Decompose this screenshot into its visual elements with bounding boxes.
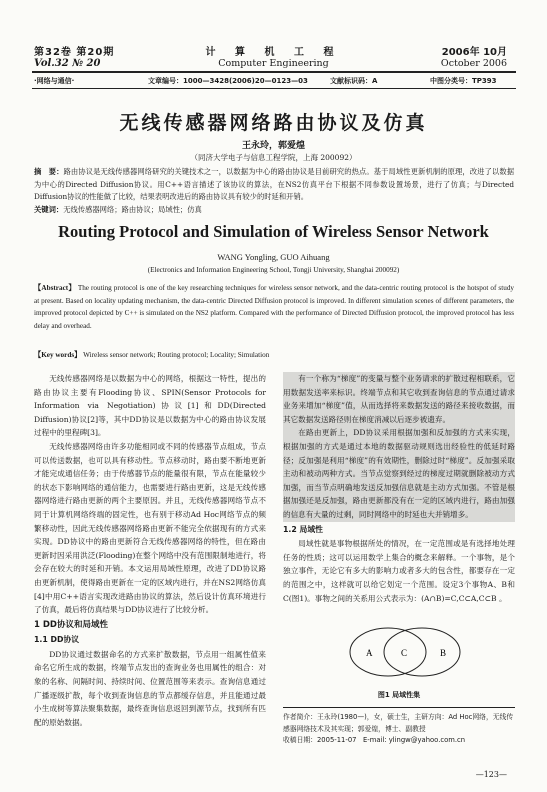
set-a-label: A [366, 648, 373, 658]
footnote [283, 712, 515, 747]
keywords-en-text: Wireless sensor network; Routing protocol; Locality; Simulation [83, 351, 270, 359]
affiliation-cn: （同济大学电子与信息工程学院，上海 200092） [190, 153, 357, 162]
body-left-column [34, 372, 266, 729]
keywords-en [34, 349, 514, 362]
journal-name-en: Computer Engineering [218, 58, 329, 69]
authors-cn: 王永玲，郭爱煌 [241, 141, 305, 151]
title-cn: 无线传感器网络路由协议及仿真 [119, 112, 428, 134]
set-b-circle [384, 628, 460, 676]
body-right-column [283, 372, 515, 605]
keywords-cn [34, 204, 514, 217]
footnote-received-date: 收稿日期：2005-11-07 [283, 736, 357, 744]
abstract-cn-text: 路由协议是无线传感器网络研究的关键技术之一，以数据为中心的路由协议是目前研究的热点。基于局域性更新机制的原理，改进了以数据为中心的Directed Diffusion协议。用C++语言描述了该协议的算法，在NS2仿真平台下根据不同参数设置场景，进行了仿真；与Directed Diffusion协议的性能做了比较，结果表明改进后的路由协议具有较少的时延和开销。 [34, 167, 514, 201]
right-paragraph-2: 在路由更新上，DD协议采用根据加强和反加强的方式来实现，根据加强的方式是通过本地的数据驱动规则选出经验性的低延时路径；反加强是利用“梯度”的有效期性，删除过时“梯度”。反加强采取主动和被动两种方式。当节点觉察到经过的梯度过期就删除被动方式加强，而当节点明确地发送反加强信息就是主动方式加强。不管是根据加强还是反加强，路由更新都没有在一定的区域内进行，路由加强的信息有大量的过剩，同时网络中的时延也大并销增多。 [283, 426, 515, 521]
footnote-rule [283, 707, 515, 708]
footnote-author-bio: 作者简介：王永玲(1980—)，女，硕士生，主研方向：Ad Hoc网络，无线传感器网络技术及其实现；郭爱煌，博士、副教授 [283, 713, 514, 733]
column-tag: ·网络与通信· [34, 77, 75, 85]
footnote-email: E-mail: ylingw@yahoo.com.cn [362, 736, 466, 744]
set-c-label: C [401, 648, 408, 658]
keywords-en-label: 【Key words】 [34, 351, 82, 359]
set-b-label: B [440, 648, 447, 658]
date-cn: 2006年 10月 [441, 47, 507, 58]
set-a-circle [350, 628, 426, 676]
article-number: 文章编号：1000—3428(2006)20—0123—03 [148, 77, 308, 85]
subsection-1-2-heading: 1.2 局域性 [283, 524, 323, 534]
section-1-heading: 1 DD协议和局域性 [34, 619, 108, 630]
title-en: Routing Protocol and Simulation of Wireless Sensor Network [58, 222, 489, 241]
left-paragraph-3: DD协议通过数据命名的方式来扩散数据，节点用一组属性值来命名它所生成的数据，终端节点发出的查询业务也用属性的组合：对象的名称、间隔时间、持续时间、位置范围等来表示。查询信息通过广播逐级扩散，每个收到查询信息的节点都缓存信息，并且能通过最小生成树等算法聚集数据，最终查询信息返回到源节点，找到所有匹配的原始数据。 [34, 649, 266, 727]
left-paragraph-1: 无线传感器网络是以数据为中心的网络，根据这一特性，提出的路由协议主要有Flooding协议、SPIN(Sensor Protocols for Information via Negotiation)协议[1]和DD(Directed Diffusion)协议[2]等，其中DD协议是以数据为中心的路由协议发展过程中的里程碑[3]。 [34, 374, 266, 438]
meta-rule [32, 88, 516, 89]
abstract-cn-label: 摘 要： [34, 167, 64, 176]
affiliation-en: (Electronics and Information Engineering School, Tongji University, Shanghai 200092) [147, 266, 400, 274]
document-code: 文献标识码：A [330, 77, 378, 85]
page-number: —123— [475, 770, 507, 779]
abstract-en-text: The routing protocol is one of the key researching techniques for wireless sensor network, and the data-centric routing protocol is the hotspot of study at present. Based on locality updating mechanism, the data-centric Directed Diffusion protocol is improved. In different simulation scenes of different parameters, the improved protocol depicted by C++ is simulated on the NS2 platform. Compared with the performance of Directed Diffusion protocol, the improved protocol has less delay and overhead. [34, 284, 515, 330]
volume-issue-cn: 第32卷 第20期 [34, 47, 115, 58]
right-paragraph-3: 局域性就是事物根据所处的情况，在一定范围或是有选择地处理任务的性质；这可以运用数学上集合的概念来解释。一个事物，是个独立事件，无论它有多大的影响力或者多大的包含性，都要存在一定的范围之中，这样就可以给它划定一个范围。设定3个事物A、B和C(图1)。事物之间的关系用公式表示为：(A∩B)=C,C⊂A,C⊂B 。 [283, 539, 515, 603]
abstract-en-label: 【Abstract】 [34, 284, 76, 292]
journal-name-cn: 计 算 机 工 程 [205, 47, 342, 58]
abstract-en [34, 282, 514, 332]
footnote-dates-line [283, 735, 515, 747]
left-paragraph-2: 无线传感器网络由许多功能相同或不同的传感器节点组成，节点可以传送数据，也可以具有移动性。节点移动时，路由要不断地更新才能完成通信任务；由于传感器节点的能量很有限，节点在能量较少的状态下影响网络的通信能力，也需要进行路由更新，这是无线传感器网络进行路由更新的两个主要原因。并且，无线传感器网络节点不同于计算机网络终端的固定性，也有别于移动Ad Hoc网络节点的频繁移动性，因此无线传感器网络路由更新不能完全依据现有的方式来实现。DD协议中的路由更新符合无线传感器网络的特性，但在路由更新时因采用洪泛(Flooding)在整个网络中没有范围限制地进行，将会存在较大的时延和开销。本文运用局域性原理，改进了DD协议路由更新机制，使得路由更新在一定的区域内进行，并在NS2网络仿真[4]中用C++语言实现改进路由协议的算法，然后设计仿真环境进行了仿真，最后将仿真结果与DD协议进行了比较分析。 [34, 441, 266, 615]
figure-1-venn-diagram [340, 618, 470, 688]
classification-number: 中图分类号：TP393 [430, 77, 497, 85]
volume-issue-en: Vol.32 № 20 [34, 58, 101, 69]
keywords-cn-label: 关键词： [34, 205, 64, 214]
keywords-cn-text: 无线传感器网络；路由协议；局域性；仿真 [63, 205, 202, 214]
subsection-1-1-heading: 1.1 DD协议 [34, 635, 80, 645]
header-rule [32, 71, 516, 73]
figure-1-caption: 图1 局域性集 [377, 691, 421, 699]
abstract-cn [34, 166, 514, 204]
right-paragraph-1: 有一个称为“梯度”的变量与整个业务请求的扩散过程相联系，它用数据发送率来标识。终端节点和其它收到查询信息的节点通过请求业务来增加“梯度”值，从而选择将来数据发送的路径来接收数据，而其它数据发送路径则在梯度消减以后逐步被遗弃。 [283, 372, 515, 426]
date-en: October 2006 [440, 58, 507, 69]
authors-en: WANG Yongling, GUO Aihuang [217, 252, 330, 262]
